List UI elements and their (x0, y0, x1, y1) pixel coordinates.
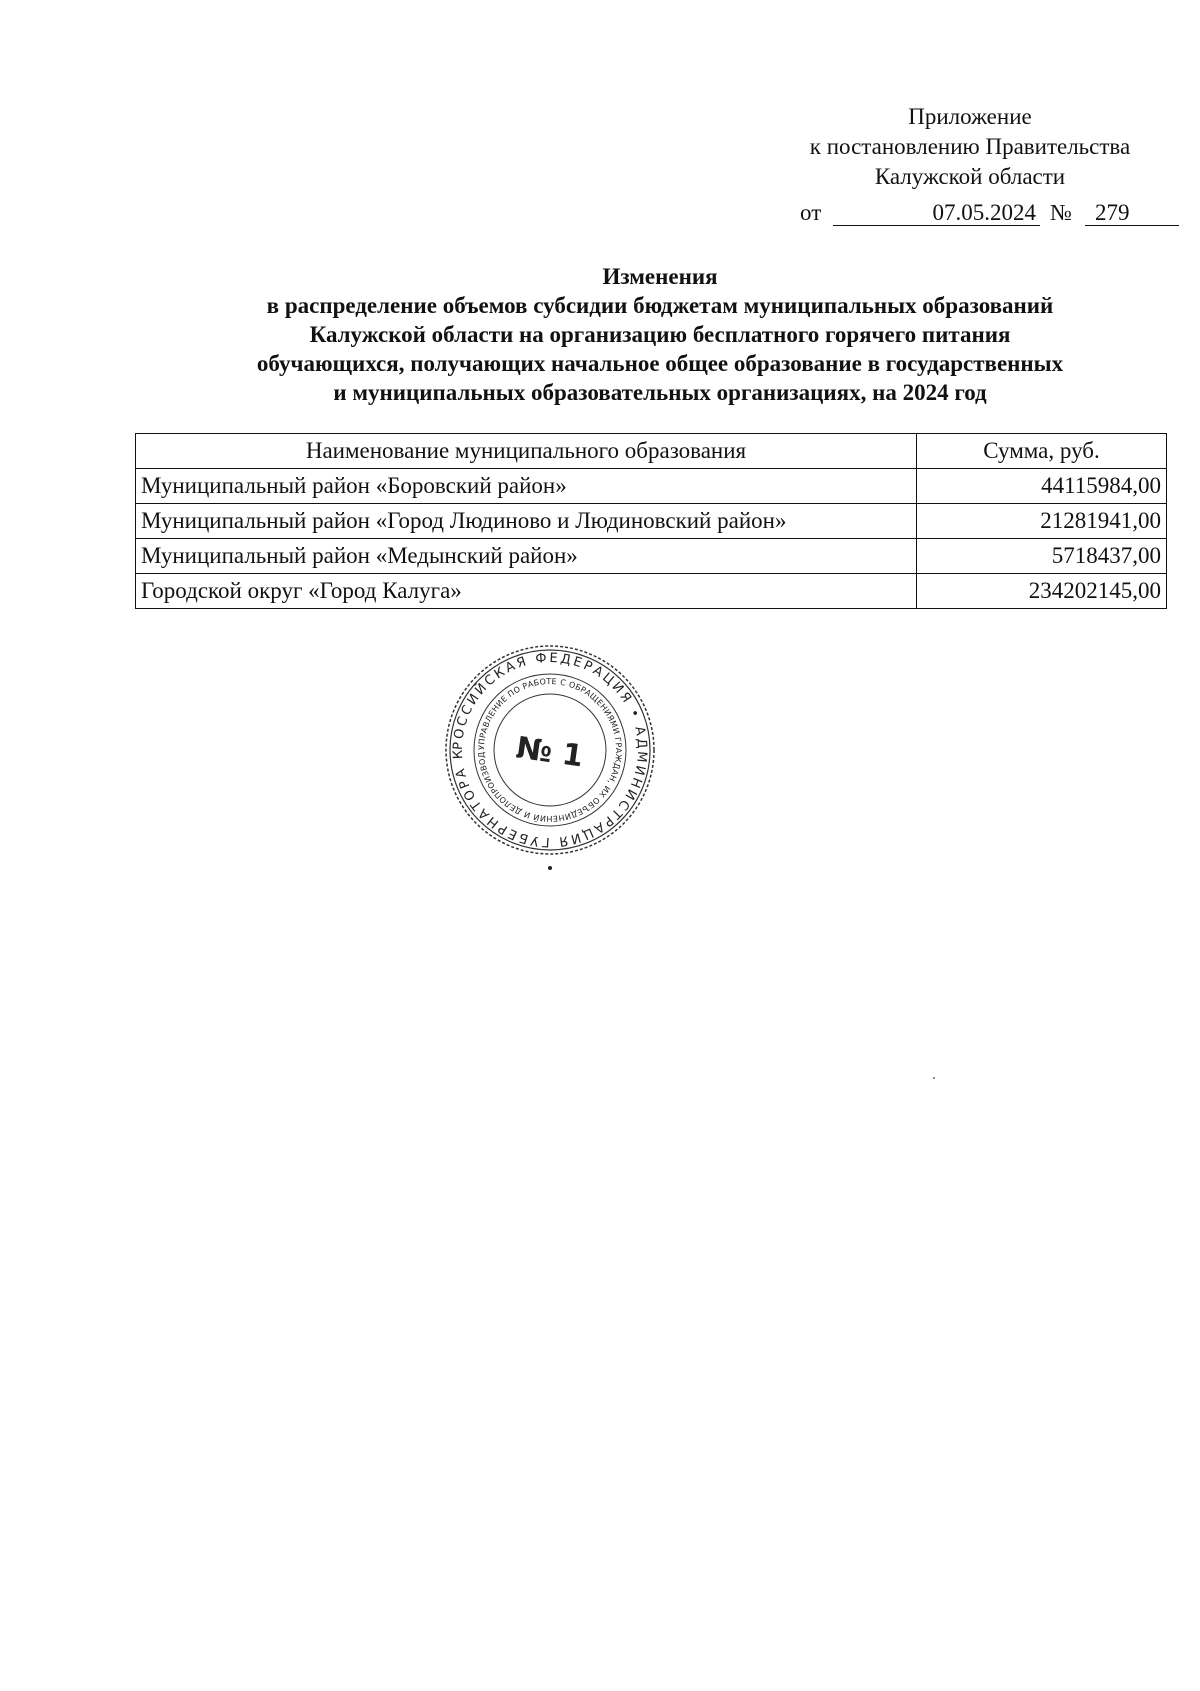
appendix-decree-line: к постановлению Правительства (809, 134, 1131, 159)
decree-date: 07.05.2024 (833, 198, 1040, 226)
subsidy-amount: 234202145,00 (917, 574, 1167, 609)
table-row (136, 504, 1167, 539)
municipality-name: Муниципальный район «Город Людиново и Людиновский район» (136, 504, 917, 539)
municipality-name: Муниципальный район «Медынский район» (136, 539, 917, 574)
decree-number: 279 (1085, 198, 1179, 226)
seal-inner-text: УПРАВЛЕНИЕ ПО РАБОТЕ С ОБРАЩЕНИЯМИ ГРАЖДАН, ИХ ОБЪЕДИНЕНИЙ И ДЕЛОПРОИЗВОД (476, 676, 624, 824)
subsidy-amount: 21281941,00 (917, 504, 1167, 539)
appendix-header (780, 102, 1160, 192)
document-title (130, 262, 1190, 407)
subsidy-amount: 44115984,00 (917, 469, 1167, 504)
subsidy-amount: 5718437,00 (917, 539, 1167, 574)
table-row (136, 539, 1167, 574)
subsidy-table (135, 433, 1167, 609)
decree-date-row (800, 198, 1180, 228)
scan-speck (933, 1077, 935, 1079)
title-line-3: Калужской области на организацию бесплатного горячего питания (309, 322, 1011, 347)
municipality-name: Городской округ «Город Калуга» (136, 574, 917, 609)
title-line-5: и муниципальных образовательных организациях, на 2024 год (333, 380, 987, 405)
header-amount: Сумма, руб. (917, 434, 1167, 469)
official-seal (440, 640, 660, 880)
table-row (136, 574, 1167, 609)
number-sign: № (1050, 200, 1072, 225)
seal-dot (548, 866, 552, 870)
title-line-2: в распределение объемов субсидии бюджетам муниципальных образований (266, 293, 1054, 318)
table-header-row (136, 434, 1167, 469)
municipality-name: Муниципальный район «Боровский район» (136, 469, 917, 504)
header-municipality: Наименование муниципального образования (136, 434, 917, 469)
title-line-4: обучающихся, получающих начальное общее образование в государственных (256, 351, 1064, 376)
seal-outer-text: РОССИЙСКАЯ ФЕДЕРАЦИЯ • АДМИНИСТРАЦИЯ ГУБЕРНАТОРА К (450, 650, 650, 850)
title-line-1: Изменения (602, 264, 718, 289)
appendix-label: Приложение (908, 104, 1032, 129)
table-row (136, 469, 1167, 504)
seal-center-number: № 1 (513, 730, 586, 775)
seal-graphic (440, 640, 660, 880)
date-prefix: от (800, 200, 822, 225)
appendix-region-line: Калужской области (874, 164, 1066, 189)
